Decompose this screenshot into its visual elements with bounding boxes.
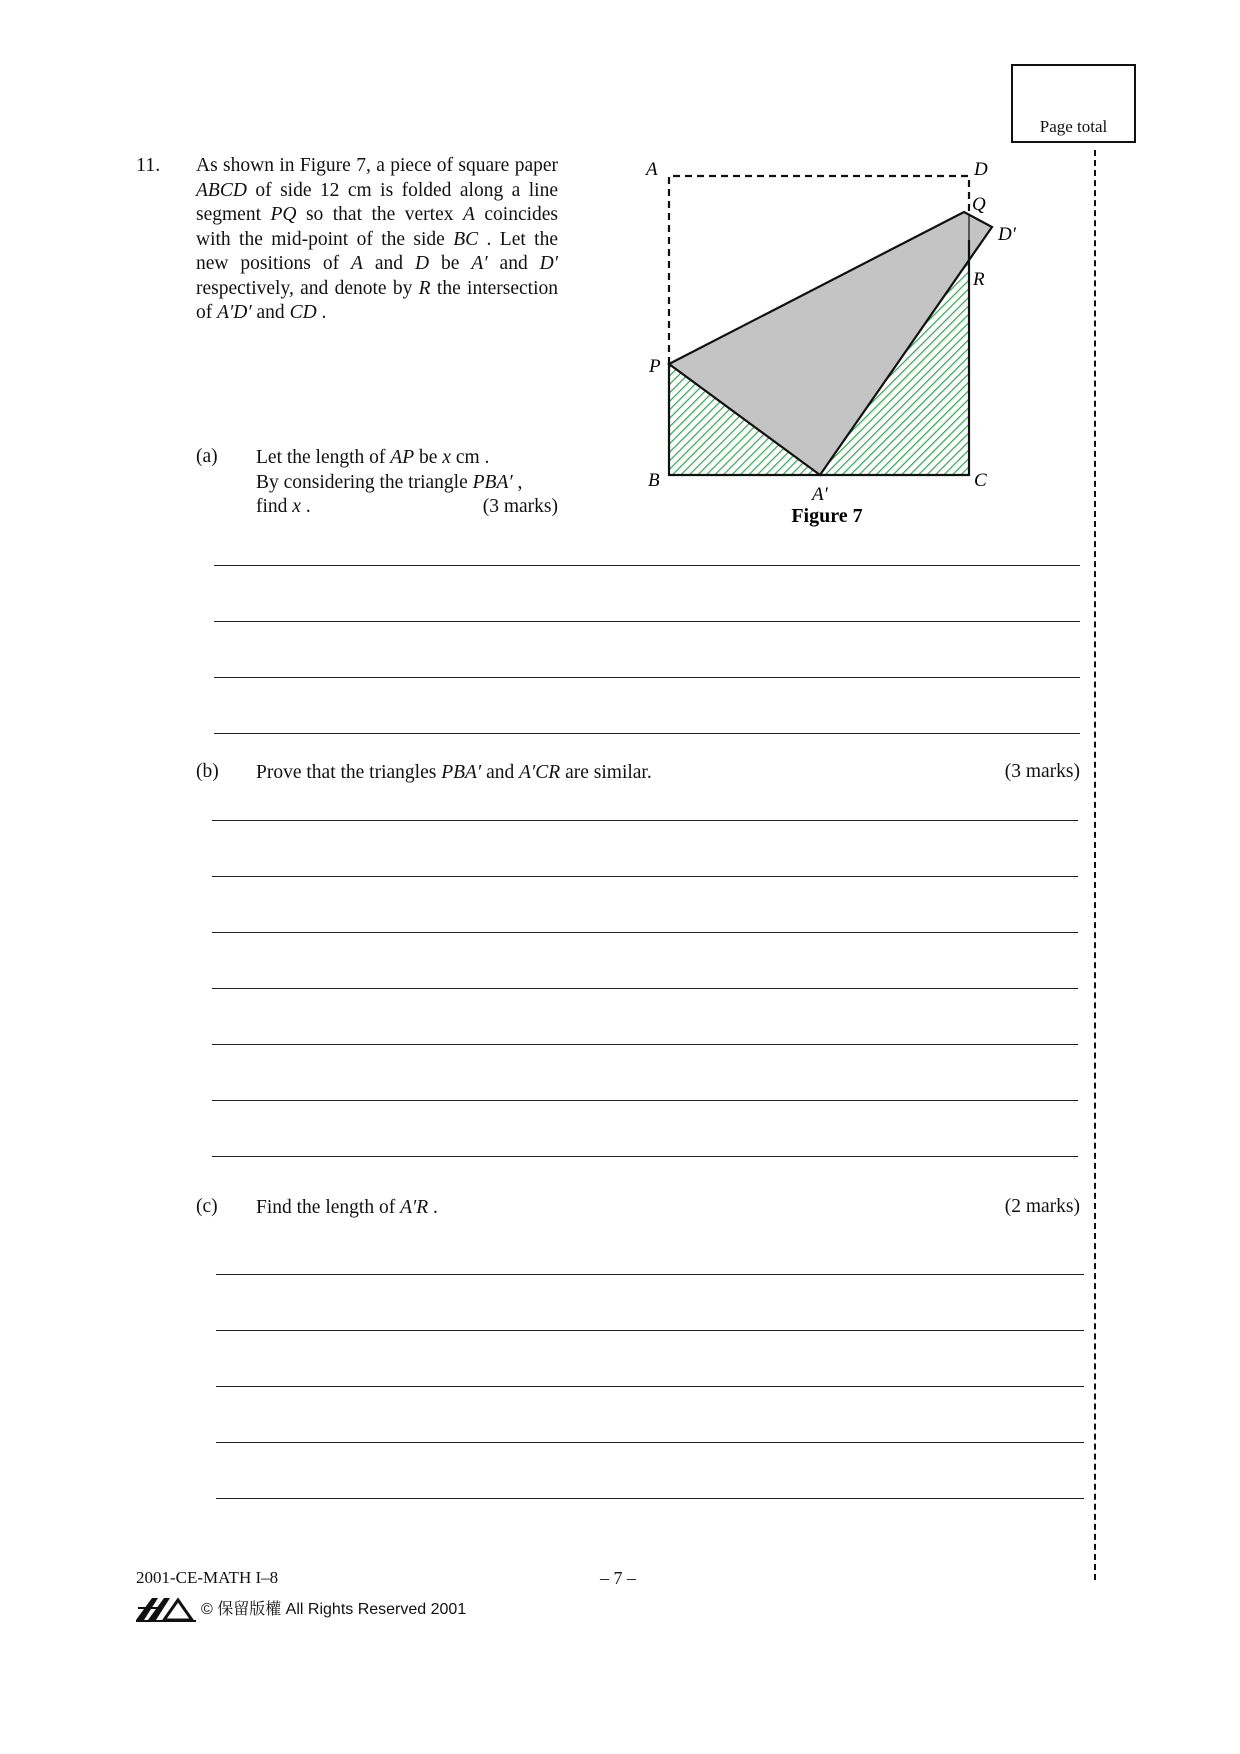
margin-dashed-line — [1094, 150, 1096, 1580]
part-b-text: Prove that the triangles PBA′ and A′CR are similar. — [256, 762, 652, 783]
answer-line[interactable] — [216, 1442, 1084, 1443]
part-a-line-1: Let the length of AP be x cm . — [256, 447, 490, 468]
label-P: P — [649, 356, 661, 377]
question-number: 11. — [136, 154, 161, 176]
answer-line[interactable] — [212, 932, 1078, 933]
part-b-marks: (3 marks) — [1004, 761, 1080, 782]
answer-line[interactable] — [212, 876, 1078, 877]
label-A-prime: A′ — [812, 484, 828, 505]
label-D: D — [974, 159, 988, 180]
part-a-text — [256, 446, 558, 520]
part-a-label: (a) — [196, 446, 218, 467]
paper-code: 2001-CE-MATH I–8 — [136, 1568, 279, 1587]
part-b-label: (b) — [196, 761, 219, 782]
part-c-label: (c) — [196, 1196, 218, 1217]
figure-7 — [640, 150, 1020, 530]
label-B: B — [648, 470, 660, 491]
label-A: A — [646, 159, 658, 180]
answer-line[interactable] — [216, 1330, 1084, 1331]
answer-line[interactable] — [214, 565, 1080, 566]
answer-line[interactable] — [216, 1498, 1084, 1499]
answer-line[interactable] — [212, 1044, 1078, 1045]
page-total-box — [1011, 64, 1136, 143]
answer-line[interactable] — [212, 1100, 1078, 1101]
answer-line[interactable] — [214, 677, 1080, 678]
page-number: – 7 – — [600, 1568, 636, 1588]
question-text: As shown in Figure 7, a piece of square paper ABCD of side 12 cm is folded along a line segment PQ so that the vertex A coincides with the mid-point of the side BC . Let the new positions of A and D be A′ and D′ respectively, and denote by R the intersection of A′D′ and CD . — [196, 155, 559, 323]
part-a-line-2: By considering the triangle PBA′ , — [256, 471, 523, 493]
label-Q: Q — [972, 194, 986, 215]
label-C: C — [974, 470, 987, 491]
answer-line[interactable] — [212, 988, 1078, 989]
hkeaa-logo — [134, 1594, 198, 1624]
part-c-text: Find the length of A′R . — [256, 1197, 438, 1218]
copyright-notice: © 保留版權 All Rights Reserved 2001 — [201, 1601, 467, 1618]
figure-caption: Figure 7 — [791, 505, 863, 527]
part-c-marks: (2 marks) — [1004, 1196, 1080, 1217]
label-D-prime: D′ — [998, 224, 1016, 245]
answer-line[interactable] — [214, 621, 1080, 622]
part-a-line-3: find x . (3 marks) — [256, 495, 558, 520]
label-R: R — [973, 269, 985, 290]
answer-line[interactable] — [212, 820, 1078, 821]
answer-line[interactable] — [216, 1386, 1084, 1387]
answer-line[interactable] — [216, 1274, 1084, 1275]
answer-line[interactable] — [214, 733, 1080, 734]
page-total-label: Page total — [1039, 117, 1108, 136]
answer-line[interactable] — [212, 1156, 1078, 1157]
part-a-marks: (3 marks) — [482, 496, 558, 517]
